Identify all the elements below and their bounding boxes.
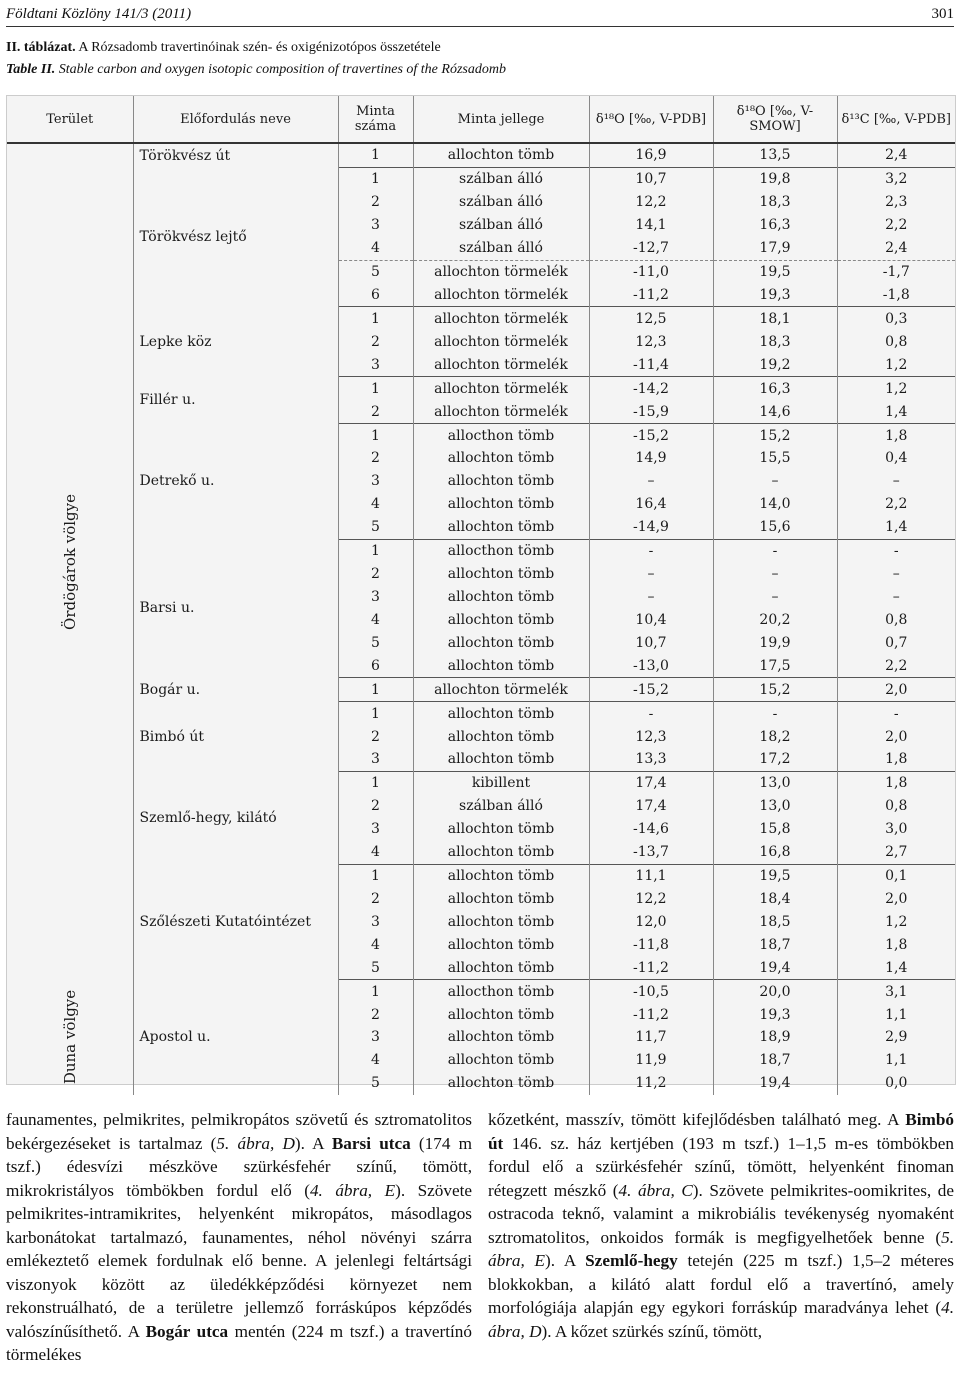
- text-run: 146. sz. ház kertjében (193 m tszf.) 1–1,5 m-es tömbökben fordul elő a szürkésfehér színű, tömött, helyenként finoman rétegzett mészkő (: [488, 1133, 954, 1200]
- d18o-smow: 19,4: [713, 1072, 837, 1095]
- journal-name: Földtani Közlöny 141/3 (2011): [6, 6, 192, 22]
- d13c: 1,1: [885, 1006, 908, 1023]
- d18o-pdb: -10,5: [589, 980, 713, 1003]
- table-row: [7, 377, 955, 400]
- sample-type: allochton tömb: [413, 910, 589, 933]
- d18o-pdb: -13,7: [589, 841, 713, 864]
- header-sample: Minta száma: [338, 96, 413, 143]
- sample-type: allochton tömb: [413, 516, 589, 539]
- sample-type: allochton tömb: [413, 818, 589, 841]
- sample-type: allochton tömb: [413, 864, 589, 887]
- running-header: [6, 6, 954, 23]
- body-column-right: [488, 1108, 954, 1367]
- text-run: faunamentes, pelmikrites, pelmikropátos szövetű és sztromatolitos bekérgezéseket is tartalmaz (: [6, 1110, 472, 1153]
- site-name: Lepke köz: [133, 307, 338, 377]
- d13c: 2,2: [885, 657, 908, 674]
- d13c: –: [892, 473, 900, 490]
- d18o-smow: 19,3: [713, 284, 837, 307]
- d18o-smow: 18,4: [713, 888, 837, 911]
- sample-type: allochton tömb: [413, 702, 589, 725]
- sample-number: 1: [338, 678, 413, 702]
- area-cell: [7, 143, 133, 980]
- sample-type: allochton tömb: [413, 1072, 589, 1095]
- d18o-pdb: -15,2: [589, 678, 713, 702]
- sample-number: 5: [338, 956, 413, 979]
- d13c: 0,1: [837, 864, 955, 887]
- sample-number: 6: [338, 284, 413, 307]
- sample-type: allochton tömb: [413, 748, 589, 771]
- sample-type: allochton törmelék: [413, 284, 589, 307]
- d13c: 2,2: [885, 496, 908, 513]
- caption-en-label: Table II.: [6, 62, 56, 77]
- sample-type: allochton tömb: [413, 586, 589, 609]
- d18o-pdb: –: [589, 586, 713, 609]
- sample-number: 1: [338, 539, 413, 562]
- d18o-smow: 14,6: [713, 400, 837, 423]
- sample-type: allochton törmelék: [413, 307, 589, 330]
- body-column-left: [6, 1108, 472, 1367]
- d18o-pdb: 14,1: [589, 214, 713, 237]
- site-name: Fillér u.: [133, 377, 338, 424]
- area-label: Duna völgye: [60, 990, 79, 1085]
- site-name: Apostol u.: [133, 980, 338, 1095]
- d18o-pdb: –: [589, 563, 713, 586]
- sample-type: allochton tömb: [413, 447, 589, 470]
- text-run: mentén (224 m tszf.) a travertínó törmelékes: [6, 1321, 472, 1364]
- table-row: [7, 702, 955, 725]
- d18o-pdb: 12,3: [589, 330, 713, 353]
- d18o-smow: 19,9: [713, 631, 837, 654]
- text-run: ). Szövete pelmikrites-intramikrites, helyenként mikropátos, másodlagos karbonátokat tartalmazó, faunamentes, néhol növényi szárra emlékeztető elemek fordulnak elő benne. A jelenlegi feltártsági viszonyok között az üledékképződési környezet nem rekonstruálható, de a területre jellemző forráskúpos képződés valószínűsíthető. A: [6, 1180, 473, 1341]
- sample-type: allochton tömb: [413, 956, 589, 979]
- d18o-pdb: 16,9: [589, 143, 713, 167]
- sample-number: 1: [338, 307, 413, 330]
- text-run: ). A: [294, 1133, 332, 1153]
- sample-number: 3: [338, 470, 413, 493]
- sample-type: kibillent: [413, 771, 589, 794]
- d13c: 2,4: [885, 240, 908, 257]
- table-row: [7, 307, 955, 330]
- sample-type: allochton tömb: [413, 470, 589, 493]
- sample-number: 5: [338, 260, 413, 283]
- d18o-pdb: -11,0: [589, 260, 713, 283]
- d13c: 0,8: [885, 611, 908, 628]
- bold-term: Bogár utca: [145, 1321, 229, 1341]
- d18o-smow: 19,8: [713, 167, 837, 190]
- d18o-smow: 16,3: [713, 377, 837, 400]
- sample-type: szálban álló: [413, 214, 589, 237]
- site-name: Barsi u.: [133, 539, 338, 678]
- site-name: Bogár u.: [133, 678, 338, 702]
- sample-type: allochton tömb: [413, 1049, 589, 1072]
- d18o-smow: –: [713, 470, 837, 493]
- d18o-smow: 18,7: [713, 1049, 837, 1072]
- header-c13: δ¹³C [‰, V-PDB]: [837, 96, 955, 143]
- table-row: [7, 539, 955, 562]
- table-row: [7, 167, 955, 190]
- d13c: 1,8: [837, 771, 955, 794]
- d13c: -: [837, 539, 955, 562]
- d13c: -1,7: [837, 260, 955, 283]
- d18o-smow: 17,9: [713, 237, 837, 260]
- sample-number: 1: [338, 702, 413, 725]
- sample-number: 1: [338, 377, 413, 400]
- sample-number: 4: [338, 933, 413, 956]
- d13c: 2,2: [885, 217, 908, 234]
- d13c: 1,8: [885, 751, 908, 768]
- sample-number: 5: [338, 1072, 413, 1095]
- isotope-table: [6, 95, 956, 1092]
- d18o-smow: 15,2: [713, 678, 837, 702]
- sample-type: allocthon tömb: [413, 539, 589, 562]
- header-type: Minta jellege: [413, 96, 589, 143]
- sample-type: szálban álló: [413, 237, 589, 260]
- table-row: [7, 771, 955, 794]
- text-run: ). A: [545, 1251, 586, 1270]
- d18o-smow: -: [713, 702, 837, 725]
- bold-term: Bimbó út: [488, 1110, 954, 1153]
- figure-reference: 5. ábra, E: [488, 1227, 954, 1270]
- d13c: 0,0: [885, 1075, 908, 1092]
- d13c: -: [837, 702, 955, 725]
- caption-hu-label: II. táblázat.: [6, 40, 76, 55]
- d18o-pdb: 12,2: [589, 888, 713, 911]
- d18o-smow: 18,5: [713, 910, 837, 933]
- d18o-pdb: -15,9: [589, 400, 713, 423]
- d13c: -1,8: [882, 286, 910, 303]
- sample-number: 1: [338, 864, 413, 887]
- d13c: 0,7: [885, 634, 908, 651]
- page-number: 301: [931, 6, 954, 22]
- sample-type: allochton tömb: [413, 654, 589, 677]
- d13c: –: [892, 566, 900, 583]
- site-name: Bimbó út: [133, 702, 338, 772]
- d18o-pdb: -11,2: [589, 1003, 713, 1026]
- sample-type: allochton törmelék: [413, 377, 589, 400]
- d18o-pdb: -: [589, 539, 713, 562]
- sample-type: szálban álló: [413, 191, 589, 214]
- d13c: 2,0: [885, 890, 908, 907]
- figure-reference: 5. ábra, D: [216, 1133, 295, 1153]
- d13c: 2,7: [885, 844, 908, 861]
- d18o-pdb: 12,0: [589, 910, 713, 933]
- d18o-smow: 17,2: [713, 748, 837, 771]
- bold-term: Szemlő-hegy: [585, 1251, 678, 1270]
- sample-number: 3: [338, 586, 413, 609]
- isotope-table-grid: [7, 96, 955, 1095]
- sample-number: 5: [338, 516, 413, 539]
- sample-type: allochton törmelék: [413, 260, 589, 283]
- d18o-pdb: 11,7: [589, 1026, 713, 1049]
- d18o-pdb: 10,4: [589, 608, 713, 631]
- d18o-smow: 18,3: [713, 330, 837, 353]
- header-o18-pdb: δ¹⁸O [‰, V-PDB]: [589, 96, 713, 143]
- d18o-smow: 19,5: [713, 260, 837, 283]
- d18o-pdb: 12,3: [589, 725, 713, 748]
- d18o-smow: -: [713, 539, 837, 562]
- sample-number: 2: [338, 400, 413, 423]
- d13c: 2,0: [837, 678, 955, 702]
- d18o-pdb: 14,9: [589, 447, 713, 470]
- d18o-smow: 18,2: [713, 725, 837, 748]
- d18o-pdb: 11,1: [589, 864, 713, 887]
- table-row: [7, 678, 955, 702]
- sample-type: allochton törmelék: [413, 678, 589, 702]
- sample-type: allochton tömb: [413, 888, 589, 911]
- d18o-pdb: -13,0: [589, 654, 713, 677]
- sample-number: 2: [338, 888, 413, 911]
- sample-type: szálban álló: [413, 795, 589, 818]
- sample-number: 4: [338, 237, 413, 260]
- sample-type: szálban álló: [413, 167, 589, 190]
- site-name: Detrekő u.: [133, 424, 338, 540]
- sample-type: allochton törmelék: [413, 353, 589, 376]
- d13c: 1,4: [885, 959, 908, 976]
- sample-number: 1: [338, 424, 413, 447]
- sample-number: 3: [338, 214, 413, 237]
- d18o-pdb: -11,2: [589, 284, 713, 307]
- d18o-pdb: -14,6: [589, 818, 713, 841]
- d18o-pdb: -: [589, 702, 713, 725]
- sample-number: 4: [338, 841, 413, 864]
- d18o-pdb: -15,2: [589, 424, 713, 447]
- text-run: kőzetként, masszív, tömött kifejlődésben található meg. A: [488, 1110, 906, 1129]
- site-name: Törökvész út: [133, 143, 338, 167]
- d18o-smow: 18,7: [713, 933, 837, 956]
- d18o-pdb: 12,5: [589, 307, 713, 330]
- d13c: 1,8: [885, 936, 908, 953]
- table-header-row: [7, 96, 955, 143]
- d18o-smow: 13,5: [713, 143, 837, 167]
- d18o-smow: 20,2: [713, 608, 837, 631]
- sample-type: allochton tömb: [413, 1026, 589, 1049]
- d13c: 1,2: [885, 356, 908, 373]
- sample-type: allochton törmelék: [413, 400, 589, 423]
- area-label: Ördögárok völgye: [60, 493, 79, 630]
- header-rule: [6, 26, 954, 27]
- caption-hungarian: [6, 40, 441, 56]
- d18o-pdb: –: [589, 470, 713, 493]
- sample-type: allocthon tömb: [413, 980, 589, 1003]
- d13c: 3,1: [837, 980, 955, 1003]
- sample-number: 1: [338, 143, 413, 167]
- sample-type: allochton tömb: [413, 143, 589, 167]
- text-run: ). Szövete pelmikrites-oomikrites, de ostracoda teknő, valamint a mikrobiális tevékenység nyomaként sztromatolitos, onkoidos formák is megfigyelhetőek benne (: [488, 1180, 955, 1247]
- d18o-pdb: 11,2: [589, 1072, 713, 1095]
- sample-type: allochton tömb: [413, 725, 589, 748]
- d18o-smow: 15,2: [713, 424, 837, 447]
- d18o-smow: 18,9: [713, 1026, 837, 1049]
- sample-type: allochton tömb: [413, 631, 589, 654]
- d18o-smow: 19,3: [713, 1003, 837, 1026]
- d18o-pdb: -11,8: [589, 933, 713, 956]
- d13c: 3,2: [837, 167, 955, 190]
- d18o-smow: 16,3: [713, 214, 837, 237]
- text-run: tetején (225 m tszf.) 1,5–2 méteres blokkokban, a kilátó alatt fordul elő a travertínó, amely morfológiája alapján egy egykori forráskúp maradványa lehet (: [488, 1251, 954, 1317]
- d18o-pdb: -14,9: [589, 516, 713, 539]
- sample-number: 2: [338, 447, 413, 470]
- sample-number: 4: [338, 1049, 413, 1072]
- sample-type: allochton törmelék: [413, 330, 589, 353]
- sample-type: allocthon tömb: [413, 424, 589, 447]
- d13c: 2,3: [885, 194, 908, 211]
- d13c: 2,9: [885, 1029, 908, 1046]
- body-text: [6, 1108, 954, 1367]
- d18o-pdb: 16,4: [589, 493, 713, 516]
- d18o-pdb: 10,7: [589, 631, 713, 654]
- site-name: Szemlő-hegy, kilátó: [133, 771, 338, 864]
- sample-type: allochton tömb: [413, 563, 589, 586]
- sample-number: 2: [338, 563, 413, 586]
- sample-number: 3: [338, 353, 413, 376]
- sample-number: 2: [338, 330, 413, 353]
- d18o-pdb: 12,2: [589, 191, 713, 214]
- d18o-pdb: 11,9: [589, 1049, 713, 1072]
- d13c: 1,2: [885, 913, 908, 930]
- d13c: 2,4: [837, 143, 955, 167]
- caption-hu-text: A Rózsadomb travertinóinak szén- és oxigénizotópos összetétele: [78, 40, 441, 55]
- paragraph-left: [6, 1108, 472, 1367]
- d18o-smow: 13,0: [713, 795, 837, 818]
- d13c: 1,1: [885, 1052, 908, 1069]
- paragraph-right: [488, 1108, 954, 1343]
- d18o-smow: 14,0: [713, 493, 837, 516]
- d18o-smow: 18,1: [713, 307, 837, 330]
- table-row: [7, 980, 955, 1003]
- sample-type: allochton tömb: [413, 493, 589, 516]
- sample-number: 4: [338, 608, 413, 631]
- figure-reference: 4. ábra, E: [309, 1180, 396, 1200]
- d18o-pdb: -12,7: [589, 237, 713, 260]
- sample-number: 2: [338, 725, 413, 748]
- text-run: ). A kőzet szürkés színű, tömött,: [541, 1321, 763, 1341]
- d13c: 3,0: [885, 821, 908, 838]
- sample-number: 3: [338, 818, 413, 841]
- d18o-pdb: 13,3: [589, 748, 713, 771]
- sample-number: 5: [338, 631, 413, 654]
- d13c: –: [892, 588, 900, 605]
- sample-type: allochton tömb: [413, 933, 589, 956]
- caption-english: [6, 62, 506, 78]
- d18o-smow: 17,5: [713, 654, 837, 677]
- sample-number: 4: [338, 493, 413, 516]
- sample-type: allochton tömb: [413, 1003, 589, 1026]
- sample-number: 1: [338, 771, 413, 794]
- d18o-smow: –: [713, 563, 837, 586]
- d13c: 0,3: [837, 307, 955, 330]
- sample-number: 2: [338, 1003, 413, 1026]
- d18o-smow: 19,2: [713, 353, 837, 376]
- d18o-smow: 20,0: [713, 980, 837, 1003]
- d13c: 1,4: [885, 403, 908, 420]
- d13c: 0,4: [885, 450, 908, 467]
- sample-number: 1: [338, 980, 413, 1003]
- sample-number: 1: [338, 167, 413, 190]
- figure-reference: 4. ábra, C: [618, 1180, 693, 1200]
- sample-number: 2: [338, 191, 413, 214]
- site-name: Törökvész lejtő: [133, 167, 338, 307]
- header-site: Előfordulás neve: [133, 96, 338, 143]
- d18o-pdb: -11,4: [589, 353, 713, 376]
- sample-number: 3: [338, 1026, 413, 1049]
- area-cell: [7, 980, 133, 1095]
- sample-type: allochton tömb: [413, 841, 589, 864]
- d18o-pdb: 17,4: [589, 771, 713, 794]
- bold-term: Barsi utca: [331, 1133, 411, 1153]
- d13c: 1,2: [837, 377, 955, 400]
- d18o-smow: –: [713, 586, 837, 609]
- caption-en-text: Stable carbon and oxygen isotopic composition of travertines of the Rózsadomb: [58, 62, 506, 77]
- sample-number: 3: [338, 910, 413, 933]
- table-row: [7, 864, 955, 887]
- d13c: 0,8: [885, 333, 908, 350]
- sample-number: 3: [338, 748, 413, 771]
- d18o-smow: 19,4: [713, 956, 837, 979]
- d13c: 1,4: [885, 519, 908, 536]
- sample-number: 6: [338, 654, 413, 677]
- sample-number: 2: [338, 795, 413, 818]
- d18o-pdb: -14,2: [589, 377, 713, 400]
- d18o-smow: 15,8: [713, 818, 837, 841]
- d18o-smow: 15,6: [713, 516, 837, 539]
- d18o-smow: 16,8: [713, 841, 837, 864]
- figure-reference: 4. ábra, D: [488, 1298, 954, 1341]
- d18o-smow: 15,5: [713, 447, 837, 470]
- d18o-pdb: 10,7: [589, 167, 713, 190]
- site-name: Szőlészeti Kutatóintézet: [133, 864, 338, 980]
- d13c: 2,0: [885, 728, 908, 745]
- d18o-pdb: -11,2: [589, 956, 713, 979]
- d18o-smow: 13,0: [713, 771, 837, 794]
- d18o-smow: 19,5: [713, 864, 837, 887]
- text-run: (174 m tszf.) édesvízi mészköve szürkésfehér színű, tömött, mikrokristályos tömbökben fordul elő (: [6, 1133, 473, 1200]
- d13c: 1,8: [837, 424, 955, 447]
- header-o18-smow: δ¹⁸O [‰, V-SMOW]: [713, 96, 837, 143]
- table-row: [7, 143, 955, 167]
- d18o-smow: 18,3: [713, 191, 837, 214]
- table-row: [7, 424, 955, 447]
- d13c: 0,8: [885, 798, 908, 815]
- header-area: Terület: [7, 96, 133, 143]
- d18o-pdb: 17,4: [589, 795, 713, 818]
- sample-type: allochton tömb: [413, 608, 589, 631]
